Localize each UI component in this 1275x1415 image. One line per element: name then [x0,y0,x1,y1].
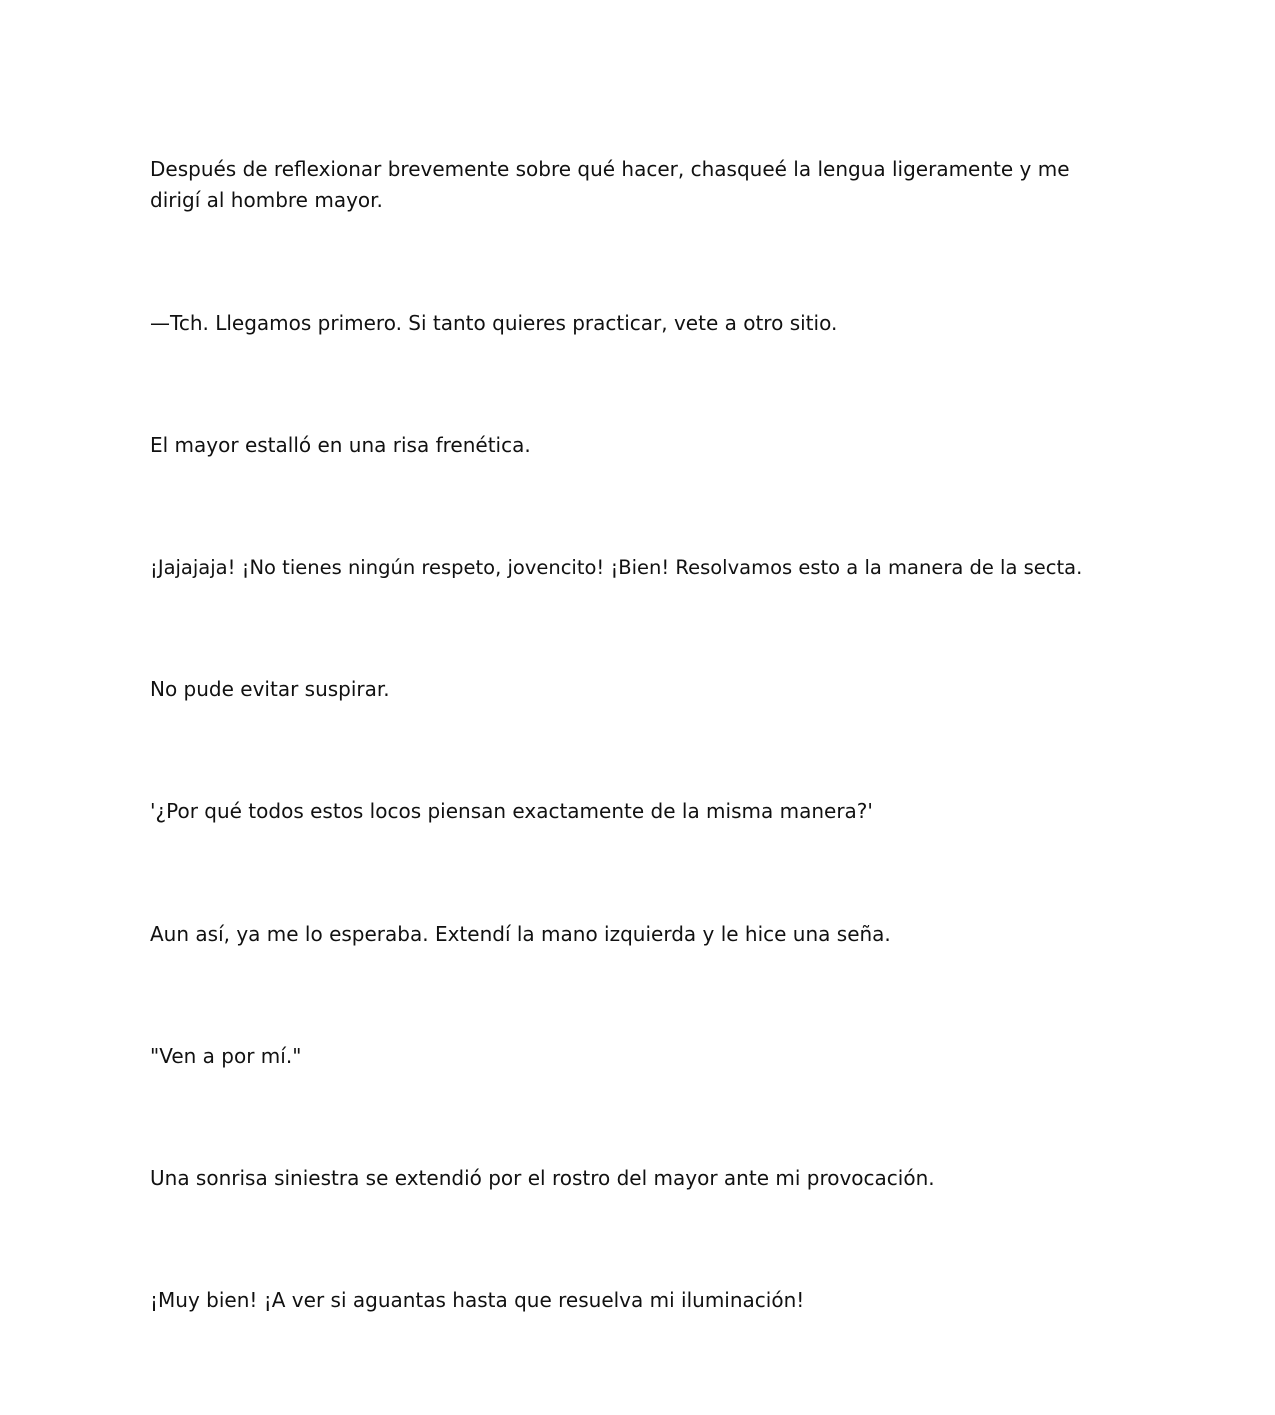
paragraph: Una sonrisa siniestra se extendió por el rostro del mayor ante mi provocación. [150,1166,935,1190]
paragraph: ¡Jajajaja! ¡No tienes ningún respeto, jovencito! ¡Bien! Resolvamos esto a la manera de la secta. [150,556,1083,579]
paragraph: Después de reflexionar brevemente sobre qué hacer, chasqueé la lengua ligeramente y me dirigí al hombre mayor. [150,157,1070,212]
paragraph: "Ven a por mí." [150,1044,302,1068]
paragraph: No pude evitar suspirar. [150,677,390,701]
paragraph: '¿Por qué todos estos locos piensan exactamente de la misma manera?' [150,799,873,823]
paragraph: Aun así, ya me lo esperaba. Extendí la mano izquierda y le hice una seña. [150,922,891,946]
paragraph: ¡Muy bien! ¡A ver si aguantas hasta que resuelva mi iluminación! [150,1288,805,1312]
paragraph: —Tch. Llegamos primero. Si tanto quieres practicar, vete a otro sitio. [150,311,838,335]
paragraph: El mayor estalló en una risa frenética. [150,433,531,457]
